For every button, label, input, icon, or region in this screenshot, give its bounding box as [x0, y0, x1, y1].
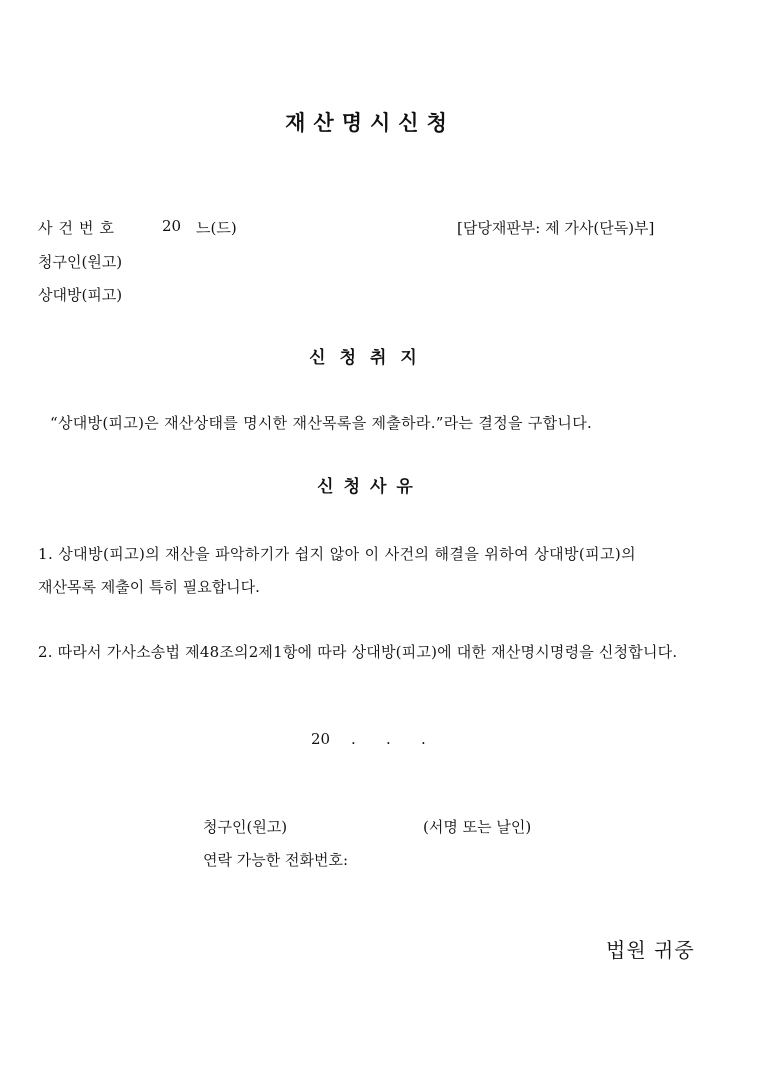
claimant-label: 청구인(원고): [38, 253, 123, 271]
case-number-label: 사건번호: [38, 219, 120, 237]
case-type: 느(드): [196, 219, 237, 237]
respondent-label: 상대방(피고): [38, 286, 123, 304]
court-addressee: 법원 귀중: [606, 938, 695, 962]
reason-item-1-line-1: 1. 상대방(피고)의 재산을 파악하기가 쉽지 않아 이 사건의 해결을 위하여 상대방(피고)의: [38, 545, 637, 563]
date-end-dot: .: [421, 730, 426, 748]
purpose-heading: 신청취지: [309, 348, 431, 368]
phone-label: 연락 가능한 전화번호:: [203, 851, 349, 869]
date-year: 20: [311, 730, 331, 748]
signature-note: (서명 또는 날인): [423, 818, 532, 836]
purpose-text: “상대방(피고)은 재산상태를 명시한 재산목록을 제출하라.”라는 결정을 구합니다.: [50, 414, 593, 432]
document-title: 재산명시신청: [285, 111, 455, 135]
signature-claimant-label: 청구인(원고): [203, 818, 288, 836]
date-month-dot: .: [351, 730, 356, 748]
assigned-division: [담당재판부: 제 가사(단독)부]: [457, 219, 655, 237]
reason-heading: 신청사유: [317, 477, 423, 497]
reason-item-1-line-2: 재산목록 제출이 특히 필요합니다.: [38, 578, 260, 596]
case-year: 20: [162, 217, 182, 235]
date-day-dot: .: [386, 730, 391, 748]
reason-item-2: 2. 따라서 가사소송법 제48조의2제1항에 따라 상대방(피고)에 대한 재산명시명령을 신청합니다.: [38, 643, 678, 661]
